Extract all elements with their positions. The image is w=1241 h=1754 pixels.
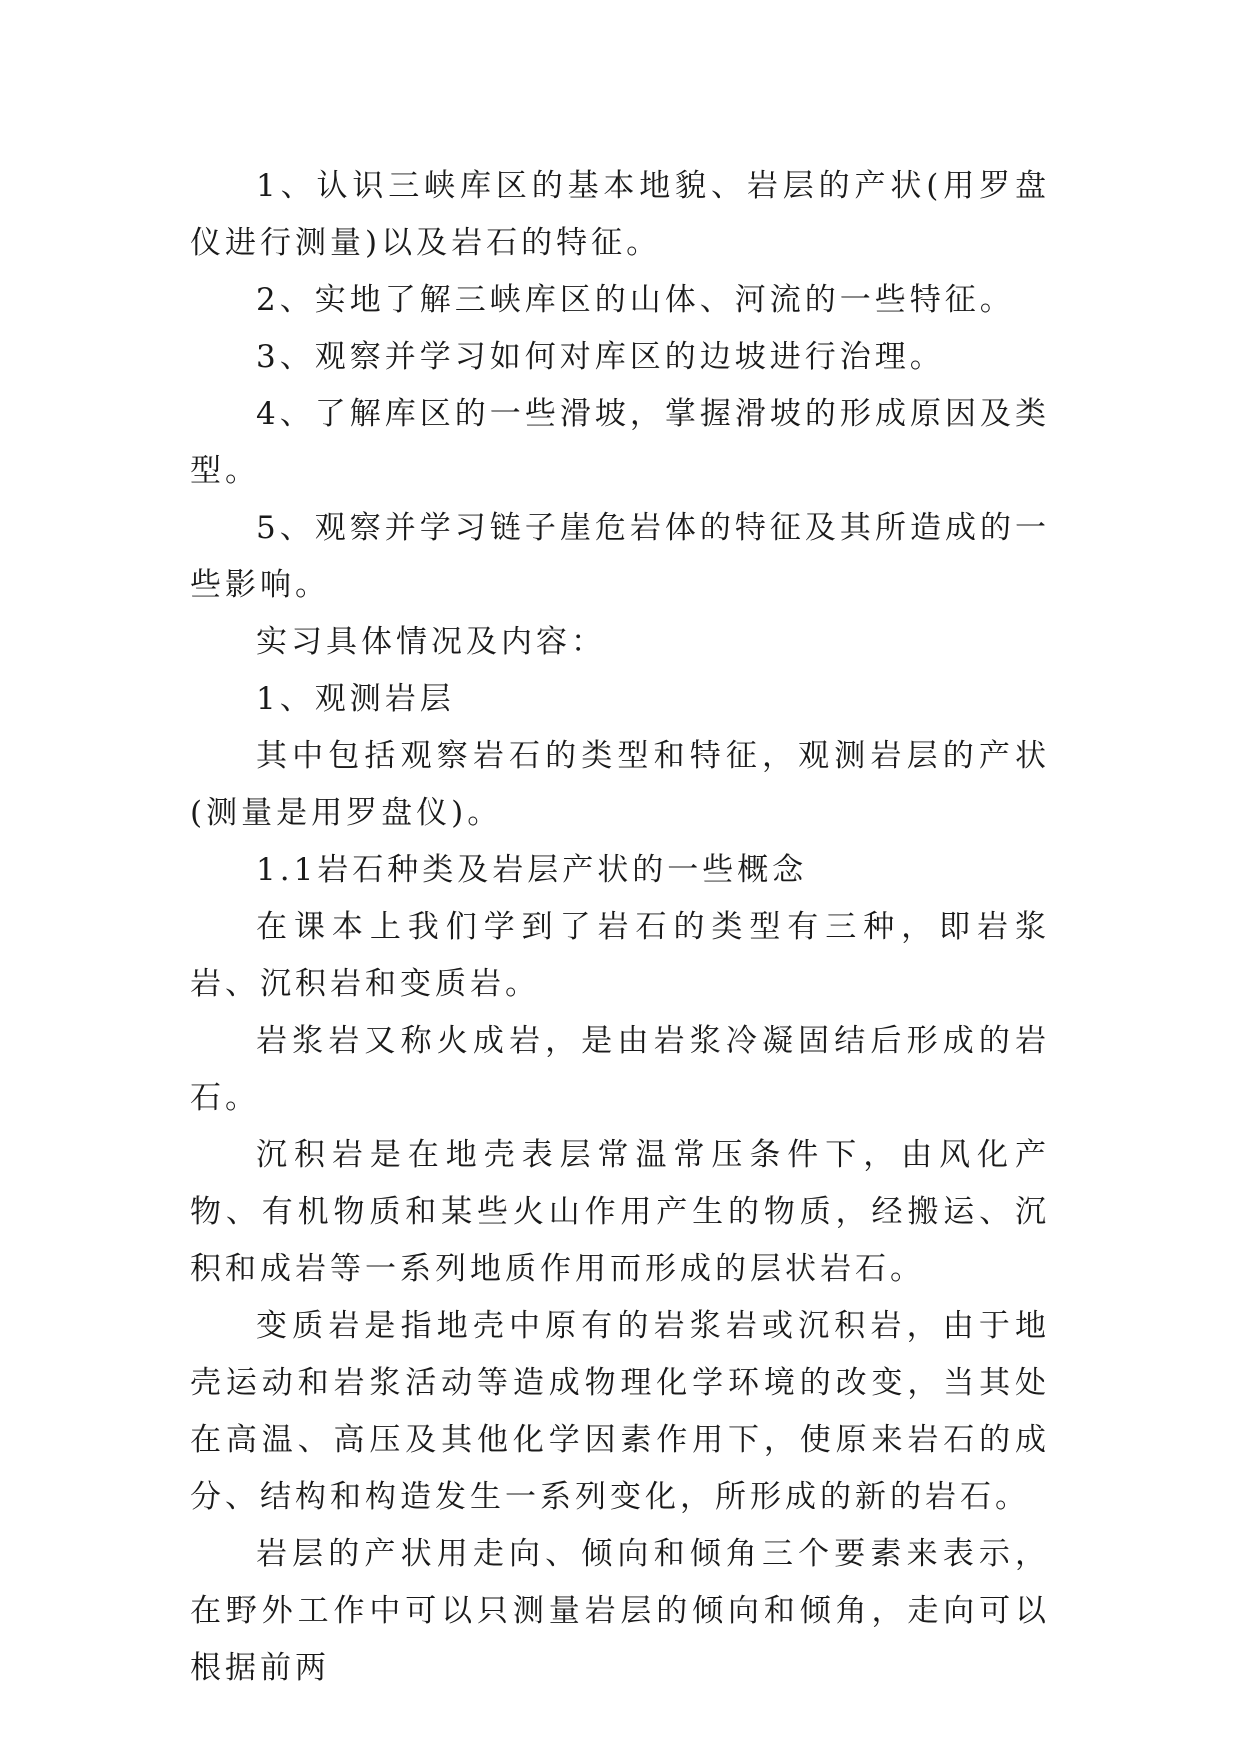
paragraph-objective-4: 4、了解库区的一些滑坡，掌握滑坡的形成原因及类型。: [190, 396, 1050, 489]
subheading-rock-types: 1.1岩石种类及岩层产状的一些概念: [256, 852, 808, 888]
paragraph-objective-5: 5、观察并学习链子崖危岩体的特征及其所造成的一些影响。: [190, 510, 1050, 603]
paragraph-three-rock-types: 在课本上我们学到了岩石的类型有三种，即岩浆岩、沉积岩和变质岩。: [190, 909, 1050, 1002]
paragraph-observe-strata: 其中包括观察岩石的类型和特征，观测岩层的产状(测量是用罗盘仪)。: [190, 738, 1050, 831]
subheading-observe-strata: 1、观测岩层: [256, 681, 455, 717]
document-body: [190, 158, 1050, 1697]
paragraph-objective-1: 1、认识三峡库区的基本地貌、岩层的产状(用罗盘仪进行测量)以及岩石的特征。: [190, 168, 1050, 261]
paragraph-igneous-rock: 岩浆岩又称火成岩，是由岩浆冷凝固结后形成的岩石。: [190, 1023, 1050, 1116]
section-heading-content: 实习具体情况及内容：: [256, 624, 606, 660]
paragraph-objective-3: 3、观察并学习如何对库区的边坡进行治理。: [256, 339, 945, 375]
paragraph-objective-2: 2、实地了解三峡库区的山体、河流的一些特征。: [256, 282, 1015, 318]
paragraph-strata-attitude: 岩层的产状用走向、倾向和倾角三个要素来表示，在野外工作中可以只测量岩层的倾向和倾角，走向可以根据前两: [190, 1536, 1050, 1686]
paragraph-sedimentary-rock: 沉积岩是在地壳表层常温常压条件下，由风化产物、有机物质和某些火山作用产生的物质，经搬运、沉积和成岩等一系列地质作用而形成的层状岩石。: [190, 1137, 1050, 1287]
paragraph-metamorphic-rock: 变质岩是指地壳中原有的岩浆岩或沉积岩，由于地壳运动和岩浆活动等造成物理化学环境的改变，当其处在高温、高压及其他化学因素作用下，使原来岩石的成分、结构和构造发生一系列变化，所形成的新的岩石。: [190, 1308, 1050, 1515]
